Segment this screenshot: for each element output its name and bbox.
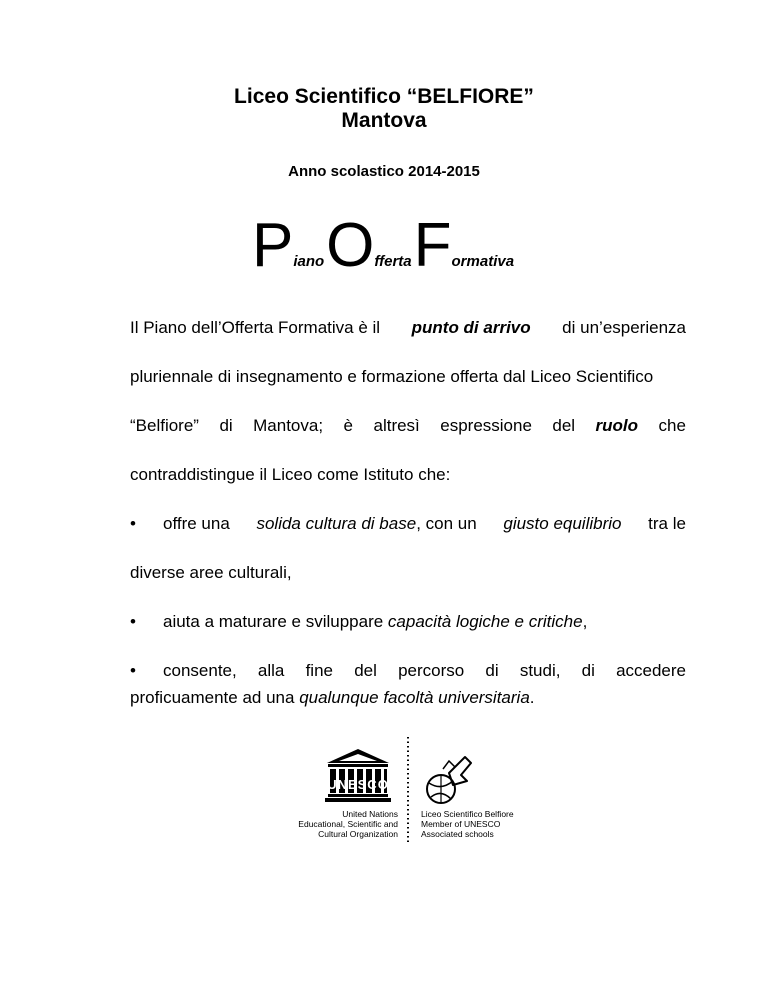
bullet-1-continuation: diverse aree culturali, <box>130 563 292 582</box>
word: è <box>343 416 354 435</box>
emphasis-punto-di-arrivo: punto di arrivo <box>411 318 531 337</box>
logo-divider <box>406 737 410 845</box>
paragraph-line-4: contraddistingue il Liceo come Istituto che: <box>130 465 451 484</box>
word: di <box>485 661 499 680</box>
text-segment: , con un <box>416 514 477 533</box>
word: consente, <box>163 661 237 680</box>
bullet-dot-icon: • <box>130 612 136 631</box>
school-caption <box>421 809 531 839</box>
unesco-caption <box>290 809 398 839</box>
paragraph-line-3 <box>130 417 686 434</box>
city-name: Mantova <box>341 109 427 132</box>
caption-line: Associated schools <box>421 829 494 839</box>
document-title <box>0 85 768 133</box>
school-year: Anno scolastico 2014-2015 <box>288 163 480 180</box>
text-segment: tra le <box>648 514 686 533</box>
unesco-temple-logo <box>323 747 393 803</box>
word: di <box>219 416 233 435</box>
emphasis-capacita: capacità logiche e critiche <box>387 612 583 631</box>
emphasis-giusto-equilibrio: giusto equilibrio <box>503 514 622 533</box>
pof-letter-f: F <box>413 211 452 280</box>
pof-letter-o: O <box>326 211 375 280</box>
bullet-dot-icon: • <box>130 661 136 680</box>
text-segment: proficuamente ad una <box>130 688 295 707</box>
pof-word-iano: iano <box>293 253 325 270</box>
word: percorso <box>398 661 465 680</box>
emphasis-ruolo: ruolo <box>595 416 639 435</box>
word: accedere <box>616 661 686 680</box>
text-segment: Il Piano dell’Offerta Formativa è il <box>130 318 381 337</box>
unesco-wordmark: UNESCO <box>327 777 389 792</box>
caption-line: United Nations <box>342 809 398 819</box>
word: “Belfiore” <box>130 416 199 435</box>
word: alla <box>257 661 285 680</box>
word: del <box>552 416 576 435</box>
pof-heading <box>0 211 768 280</box>
text-segment: , <box>582 612 588 631</box>
text-segment: aiuta a maturare e sviluppare <box>163 612 384 631</box>
associated-schools-icon <box>421 751 475 809</box>
caption-line: Liceo Scientifico Belfiore <box>421 809 514 819</box>
pof-word-ormativa: ormativa <box>451 253 515 270</box>
text-segment: di un’esperienza <box>562 318 686 337</box>
unesco-logo-block <box>290 737 530 847</box>
word: che <box>658 416 686 435</box>
school-name: Liceo Scientifico “BELFIORE” <box>234 85 534 108</box>
bullet-3-continuation <box>130 689 686 706</box>
emphasis-facolta: qualunque facoltà universitaria <box>299 688 530 707</box>
caption-line: Cultural Organization <box>318 829 398 839</box>
word: di <box>581 661 595 680</box>
paragraph-line-1 <box>130 319 686 336</box>
word: Mantova; <box>253 416 324 435</box>
text-segment: offre una <box>163 514 230 533</box>
word: altresì <box>373 416 420 435</box>
bullet-2-text <box>163 613 686 630</box>
paragraph-line-2: pluriennale di insegnamento e formazione offerta dal Liceo Scientifico <box>130 367 654 386</box>
word: studi, <box>519 661 561 680</box>
caption-line: Member of UNESCO <box>421 819 501 829</box>
pof-word-fferta: fferta <box>374 253 412 270</box>
word: del <box>354 661 377 680</box>
text-segment: . <box>529 688 535 707</box>
word: espressione <box>440 416 532 435</box>
bullet-3-text <box>163 662 686 679</box>
emphasis-solida-cultura: solida cultura di base <box>256 514 417 533</box>
bullet-1-text <box>163 515 686 532</box>
bullet-dot-icon: • <box>130 514 136 533</box>
caption-line: Educational, Scientific and <box>298 819 398 829</box>
pof-letter-p: P <box>251 211 294 280</box>
word: fine <box>305 661 333 680</box>
